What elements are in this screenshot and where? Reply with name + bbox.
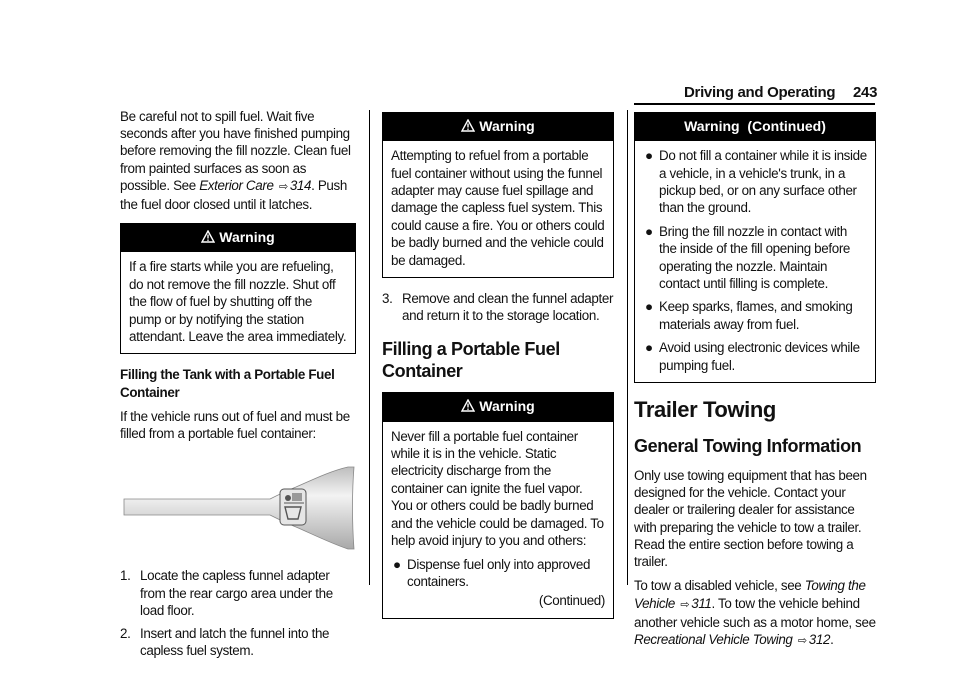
bullet-text: Dispense fuel only into approved containers.	[407, 556, 591, 589]
column-3	[634, 112, 876, 657]
step-3	[382, 290, 614, 324]
warning-body	[635, 141, 875, 382]
bullet-text: Avoid using electronic devices while pumping fuel.	[659, 340, 860, 373]
bullet-text: Keep sparks, flames, and smoking materials away from fuel.	[659, 299, 853, 332]
warning-header: Warning (Continued)	[635, 113, 875, 141]
warning-bullet	[643, 223, 867, 293]
warning-title: Warning	[479, 118, 535, 134]
intro-text-end: . Push the fuel door closed until it latches.	[120, 177, 347, 213]
warning-triangle-icon	[461, 399, 475, 412]
intro-paragraph	[120, 108, 356, 213]
column-divider-2	[627, 110, 628, 585]
warning-triangle-icon	[201, 230, 215, 243]
step-number: 3.	[382, 291, 393, 307]
column-divider-1	[369, 110, 370, 585]
heading-trailer-towing: Trailer Towing	[634, 397, 776, 423]
bullet-text: Bring the fill nozzle in contact with the inside of the fill opening before operating the nozzle. Maintain contact until filling is complete.	[659, 223, 851, 292]
bullet-text: Do not fill a container while it is inside a vehicle, in a vehicle's trunk, in a pickup bed, or on any surface other than the ground.	[659, 148, 867, 216]
warning-bullet	[391, 556, 605, 591]
warning-header	[121, 224, 355, 252]
recreational-towing-page[interactable]: 312	[808, 631, 831, 647]
heading-general-towing: General Towing Information	[634, 436, 862, 457]
warning-bullet	[643, 339, 867, 374]
towing-text: .	[830, 631, 834, 647]
capless-funnel-adapter-illustration	[120, 461, 356, 553]
bullet-icon: ●	[645, 299, 653, 315]
warning-bullet	[643, 147, 867, 217]
towing-paragraph-2	[634, 577, 876, 650]
recreational-towing-link[interactable]: Recreational Vehicle Towing	[634, 631, 793, 647]
warning-body: If a fire starts while you are refueling, do not remove the fill nozzle. Shut off the flow of fuel by shutting off the pump or by notifying the station attendant. Leave the area immediately.	[129, 259, 347, 345]
bullet-icon: ●	[645, 340, 653, 356]
running-header-section: Driving and Operating	[684, 84, 836, 101]
column-1	[120, 108, 356, 665]
bullet-icon: ●	[645, 148, 653, 164]
subheading-portable-fuel: Filling the Tank with a Portable Fuel Container	[120, 367, 335, 400]
step-2	[120, 625, 356, 659]
towing-text: To tow a disabled vehicle, see	[634, 578, 805, 594]
towing-the-vehicle-link[interactable]: Towing the Vehicle	[634, 578, 866, 611]
warning-title: Warning	[479, 398, 535, 415]
portable-intro: If the vehicle runs out of fuel and must be filled from a portable fuel container:	[120, 408, 350, 442]
warning-body	[383, 422, 613, 618]
towing-vehicle-page[interactable]: 311	[691, 595, 712, 611]
page-number: 243	[853, 84, 878, 101]
exterior-care-page[interactable]: 314	[289, 177, 312, 193]
warning-box-continued	[634, 112, 876, 383]
step-text: Locate the capless funnel adapter from the rear cargo area under the load floor.	[140, 568, 333, 618]
warning-box-fire	[120, 223, 356, 354]
page-ref-icon: ⇨	[278, 180, 288, 193]
warning-header	[383, 113, 613, 141]
intro-text: Be careful not to spill fuel. Wait five seconds after you have finished pumping before removing the fill nozzle. Clean fuel from painted surfaces as soon as possible. See	[120, 109, 351, 193]
step-1	[120, 567, 356, 619]
exterior-care-link[interactable]: Exterior Care	[199, 177, 274, 193]
bullet-icon: ●	[393, 556, 401, 572]
page-ref-icon: ⇨	[797, 634, 807, 647]
warning-bullet	[643, 298, 867, 333]
warning-box-static	[382, 392, 614, 618]
continued-label: (Continued)	[538, 593, 605, 609]
column-2	[382, 112, 614, 631]
step-text: Remove and clean the funnel adapter and return it to the storage location.	[402, 291, 614, 324]
warning-body: Attempting to refuel from a portable fuel container without using the funnel adapter may cause fuel spillage and damage the capless fuel system. This could cause a fire. You or others could be badly burned and the vehicle could be damaged.	[391, 148, 605, 268]
towing-text: . To tow the vehicle behind another vehicle such as a motor home, see	[634, 595, 876, 630]
page-ref-icon: ⇨	[680, 598, 690, 611]
step-number: 2.	[120, 626, 131, 642]
warning-body-text: Never fill a portable fuel container while it is in the vehicle. Static electricity discharge from the container can ignite the fuel vapor. You or others could be badly burned and the vehicle could be damaged. To help avoid injury to you and others:	[391, 428, 604, 549]
warning-box-funnel	[382, 112, 614, 278]
warning-title: Warning	[219, 229, 275, 246]
warning-header	[383, 393, 613, 421]
header-rule	[634, 103, 875, 105]
bullet-icon: ●	[645, 223, 653, 239]
towing-paragraph-1: Only use towing equipment that has been designed for the vehicle. Contact your dealer or trailering dealer for assistance with preparing the vehicle to tow a trailer. Read the entire section before towing a trailer.	[634, 468, 867, 570]
step-text: Insert and latch the funnel into the capless fuel system.	[140, 626, 330, 659]
heading-filling-portable: Filling a Portable Fuel Container	[382, 339, 560, 382]
warning-triangle-icon	[461, 119, 475, 132]
step-number: 1.	[120, 568, 131, 584]
